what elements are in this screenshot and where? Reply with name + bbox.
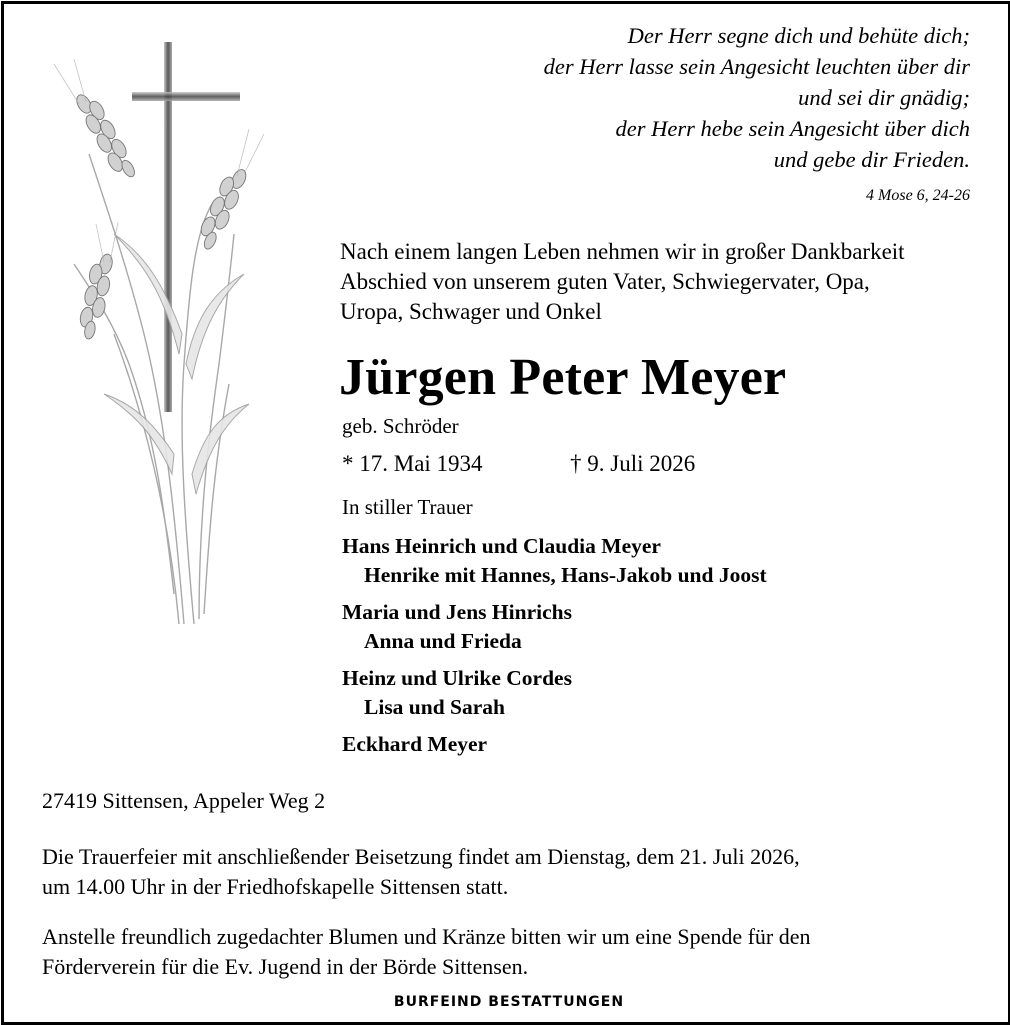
deceased-name: Jürgen Peter Meyer — [339, 349, 787, 406]
funeral-line: um 14.00 Uhr in der Friedhofskapelle Sittensen statt. — [42, 874, 509, 899]
family-main: Maria und Jens Hinrichs — [342, 600, 572, 624]
family-main: Heinz und Ulrike Cordes — [342, 666, 572, 690]
obituary-notice — [1, 1, 1010, 1025]
address: 27419 Sittensen, Appeler Weg 2 — [42, 788, 326, 813]
family-main: Eckhard Meyer — [342, 732, 488, 756]
verse-line: der Herr hebe sein Angesicht über dich — [615, 116, 970, 141]
donation-info — [42, 922, 982, 982]
family-sub: Lisa und Sarah — [364, 695, 506, 719]
family-group — [342, 598, 982, 656]
mourning-line: In stiller Trauer — [342, 495, 473, 519]
funeral-info — [42, 842, 982, 902]
cross-with-wheat-icon — [34, 34, 274, 634]
family-group — [342, 730, 982, 759]
donation-line: Förderverein für die Ev. Jugend in der Börde Sittensen. — [42, 954, 529, 979]
family-group — [342, 664, 982, 722]
intro-line: Nach einem langen Leben nehmen wir in großer Dankbarkeit — [340, 239, 905, 264]
life-dates — [342, 451, 696, 477]
verse-line: Der Herr segne dich und behüte dich; — [627, 23, 970, 48]
verse-line: der Herr lasse sein Angesicht leuchten über dir — [543, 54, 970, 79]
verse-line: und gebe dir Frieden. — [773, 147, 970, 172]
bible-verse — [370, 20, 970, 175]
birth-date: * 17. Mai 1934 — [342, 451, 483, 476]
intro-text — [340, 237, 980, 327]
verse-source: 4 Mose 6, 24-26 — [866, 187, 970, 204]
funeral-line: Die Trauerfeier mit anschließender Beisetzung findet am Dienstag, dem 21. Juli 2026, — [42, 844, 800, 869]
funeral-home-logo: BURFEIND BESTATTUNGEN — [393, 994, 625, 1010]
family-sub: Anna und Frieda — [364, 629, 522, 653]
intro-line: Abschied von unserem guten Vater, Schwiegervater, Opa, — [340, 269, 870, 294]
death-date: † 9. Juli 2026 — [570, 451, 696, 476]
family-main: Hans Heinrich und Claudia Meyer — [342, 534, 661, 558]
birth-name: geb. Schröder — [342, 414, 459, 438]
intro-line: Uropa, Schwager und Onkel — [340, 299, 602, 324]
donation-line: Anstelle freundlich zugedachter Blumen und Kränze bitten wir um eine Spende für den — [42, 924, 811, 949]
family-list — [342, 532, 982, 767]
family-sub: Henrike mit Hannes, Hans-Jakob und Joost — [364, 563, 767, 587]
verse-line: und sei dir gnädig; — [798, 85, 970, 110]
family-group — [342, 532, 982, 590]
